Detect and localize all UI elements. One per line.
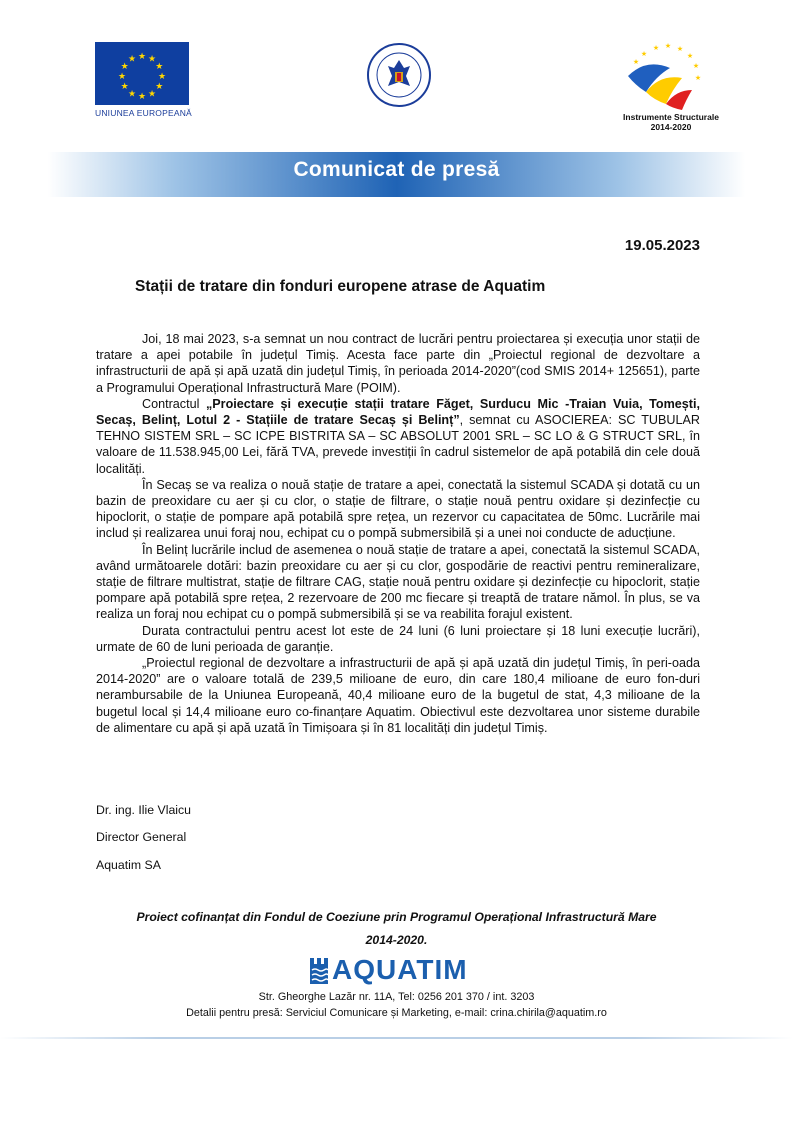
body-text	[96, 331, 700, 736]
gov-seal-text	[370, 72, 371, 73]
svg-text:★: ★	[694, 74, 702, 82]
contact-details	[0, 989, 793, 1021]
aquatim-logo-text: AQUATIM	[332, 954, 468, 985]
svg-text:★: ★	[147, 89, 157, 100]
paragraph-1: Joi, 18 mai 2023, s-a semnat un nou contract de lucrări pentru proiectarea și execuția unor stații de tratare a apei potabile în județul Timiș. Acesta face parte din „Proiectul regional de dezvoltare a infrastructurii de apă și apă uzată din județul Timiș, în perioada 2014-2020”(cod SMIS 2014+ 125651), parte a Programului Operațional Infrastructură Mare (POIM).	[96, 332, 700, 395]
address-line: Str. Gheorghe Lazăr nr. 11A, Tel: 0256 201 370 / int. 3203	[258, 991, 535, 1003]
press-contact-line: Detalii pentru presă: Serviciul Comunicare și Marketing, e-mail: crina.chirila@aquatim.ro	[186, 1007, 607, 1019]
svg-text:★: ★	[640, 50, 648, 58]
signatory-name: Dr. ing. Ilie Vlaicu	[96, 803, 192, 817]
eu-flag-logo	[95, 42, 189, 105]
svg-text:★: ★	[127, 89, 137, 100]
signatory-title: Director General	[96, 830, 187, 844]
svg-text:★: ★	[120, 82, 129, 92]
is-caption-line1: Instrumente Structurale	[623, 112, 719, 122]
svg-text:★: ★	[137, 52, 147, 62]
svg-text:★: ★	[632, 58, 640, 66]
svg-text:★: ★	[664, 42, 672, 50]
aquatim-logo	[310, 956, 485, 986]
paragraph-2-rest: , semnat cu ASOCIEREA: SC TUBULAR TEHNO SISTEM SRL – SC ICPE BISTRITA SA – SC ABSOLUT 2001 SRL – SC LO & G STRUCT SRL, în valoare de 11.538.945,00 Lei, fără TVA, prevede investiții în cadrul sistemelor de apă potabilă din cele două localități.	[96, 413, 700, 476]
project-note-line1: Proiect cofinanțat din Fondul de Coeziune prin Programul Operațional Infrastructură Mare	[136, 910, 657, 924]
svg-text:★: ★	[155, 82, 164, 92]
paragraph-5: Durata contractului pentru acest lot este de 24 luni (6 luni proiectare și 18 luni execuție lucrări), urmate de 60 de luni perioada de garanție.	[96, 623, 700, 654]
banner-title: Comunicat de presă	[293, 158, 500, 181]
svg-text:★: ★	[686, 52, 694, 60]
headline: Stații de tratare din fonduri europene atrase de Aquatim	[135, 278, 546, 295]
svg-text:★: ★	[127, 54, 137, 65]
svg-text:★: ★	[155, 62, 164, 72]
svg-text:★: ★	[652, 44, 660, 52]
press-release-date: 19.05.2023	[624, 237, 700, 254]
svg-text:★: ★	[676, 45, 684, 53]
structural-instruments-caption	[612, 112, 730, 132]
signatory-organization: Aquatim SA	[96, 858, 161, 872]
structural-instruments-logo	[616, 40, 714, 112]
eu-stars-icon	[95, 42, 189, 105]
contract-title: „Proiectare și execuție stații tratare Făget, Surducu Mic -Traian Vuia, Tomești, Secaș, Belinț, Lotul 2 - Stațiile de tratare Secaș și Belinț”	[96, 396, 700, 428]
paragraph-6: „Proiectul regional de dezvoltare a infrastructurii de apă și apă uzată din județul Timiș, în peri-oada 2014-2020” are o valoare totală de 239,5 milioane de euro, din care 180,4 milioane de euro fon-duri nerambursabile de la Uniunea Europeană, 40,4 milioane euro de la bugetul de stat, 4,3 milioane de la bugetul local și 14,4 milioane euro co-finanțare Aquatim. Obiectivul este dezvoltarea unor sisteme durabile de alimentare cu apă și apă uzată în Timișoara și în 81 localități din județul Timiș.	[96, 656, 700, 735]
eu-caption: UNIUNEA EUROPEANĂ	[95, 108, 192, 118]
svg-text:★: ★	[120, 62, 129, 72]
paragraph-4: În Belinț lucrările includ de asemenea o nouă stație de tratare a apei, conectată la sistemul SCADA, având următoarele dotări: bazin preoxidare cu aer și cu clor, gospodărie de reactivi pentru remineralizare, stație de filtrare multistrat, stație de filtrare CAG, stație nouă pentru oxidare și dezinfecție cu hipoclorit, stație pompare apă potabilă spre rețea, 2 rezervoare de 200 mc fiecare și treaptă de tratare nămol. În plus, se va realiza un foraj nou echipat cu o pompă submersibilă și se va reabilita forajul existent.	[96, 542, 700, 622]
project-cofinancing-note	[60, 906, 733, 952]
svg-text:★: ★	[137, 92, 147, 102]
svg-text:★: ★	[147, 54, 157, 65]
romanian-government-seal	[366, 42, 432, 108]
project-note-line2: 2014-2020.	[365, 933, 428, 947]
svg-text:★: ★	[117, 72, 127, 82]
is-caption-line2: 2014-2020	[650, 122, 692, 132]
paragraph-2	[96, 396, 700, 477]
paragraph-3: În Secaș se va realiza o nouă stație de tratare a apei, conectată la sistemul SCADA și dotată cu un bazin de preoxidare cu aer și cu clor, o stație de filtrare, o stație nouă pentru oxidare și dezinfecție cu hipoclorit, o stație de pompare apă potabilă spre rețea, un rezervor cu capacitatea de 50mc. Lucrările mai includ și realizarea unui foraj nou, echipat cu o pompă submersibilă și a unei noi conducte de aducțiune.	[96, 477, 700, 541]
svg-text:★: ★	[692, 62, 700, 70]
footer-divider	[0, 1037, 793, 1039]
svg-text:★: ★	[157, 72, 167, 82]
paragraph-2-intro: Contractul	[142, 396, 206, 411]
